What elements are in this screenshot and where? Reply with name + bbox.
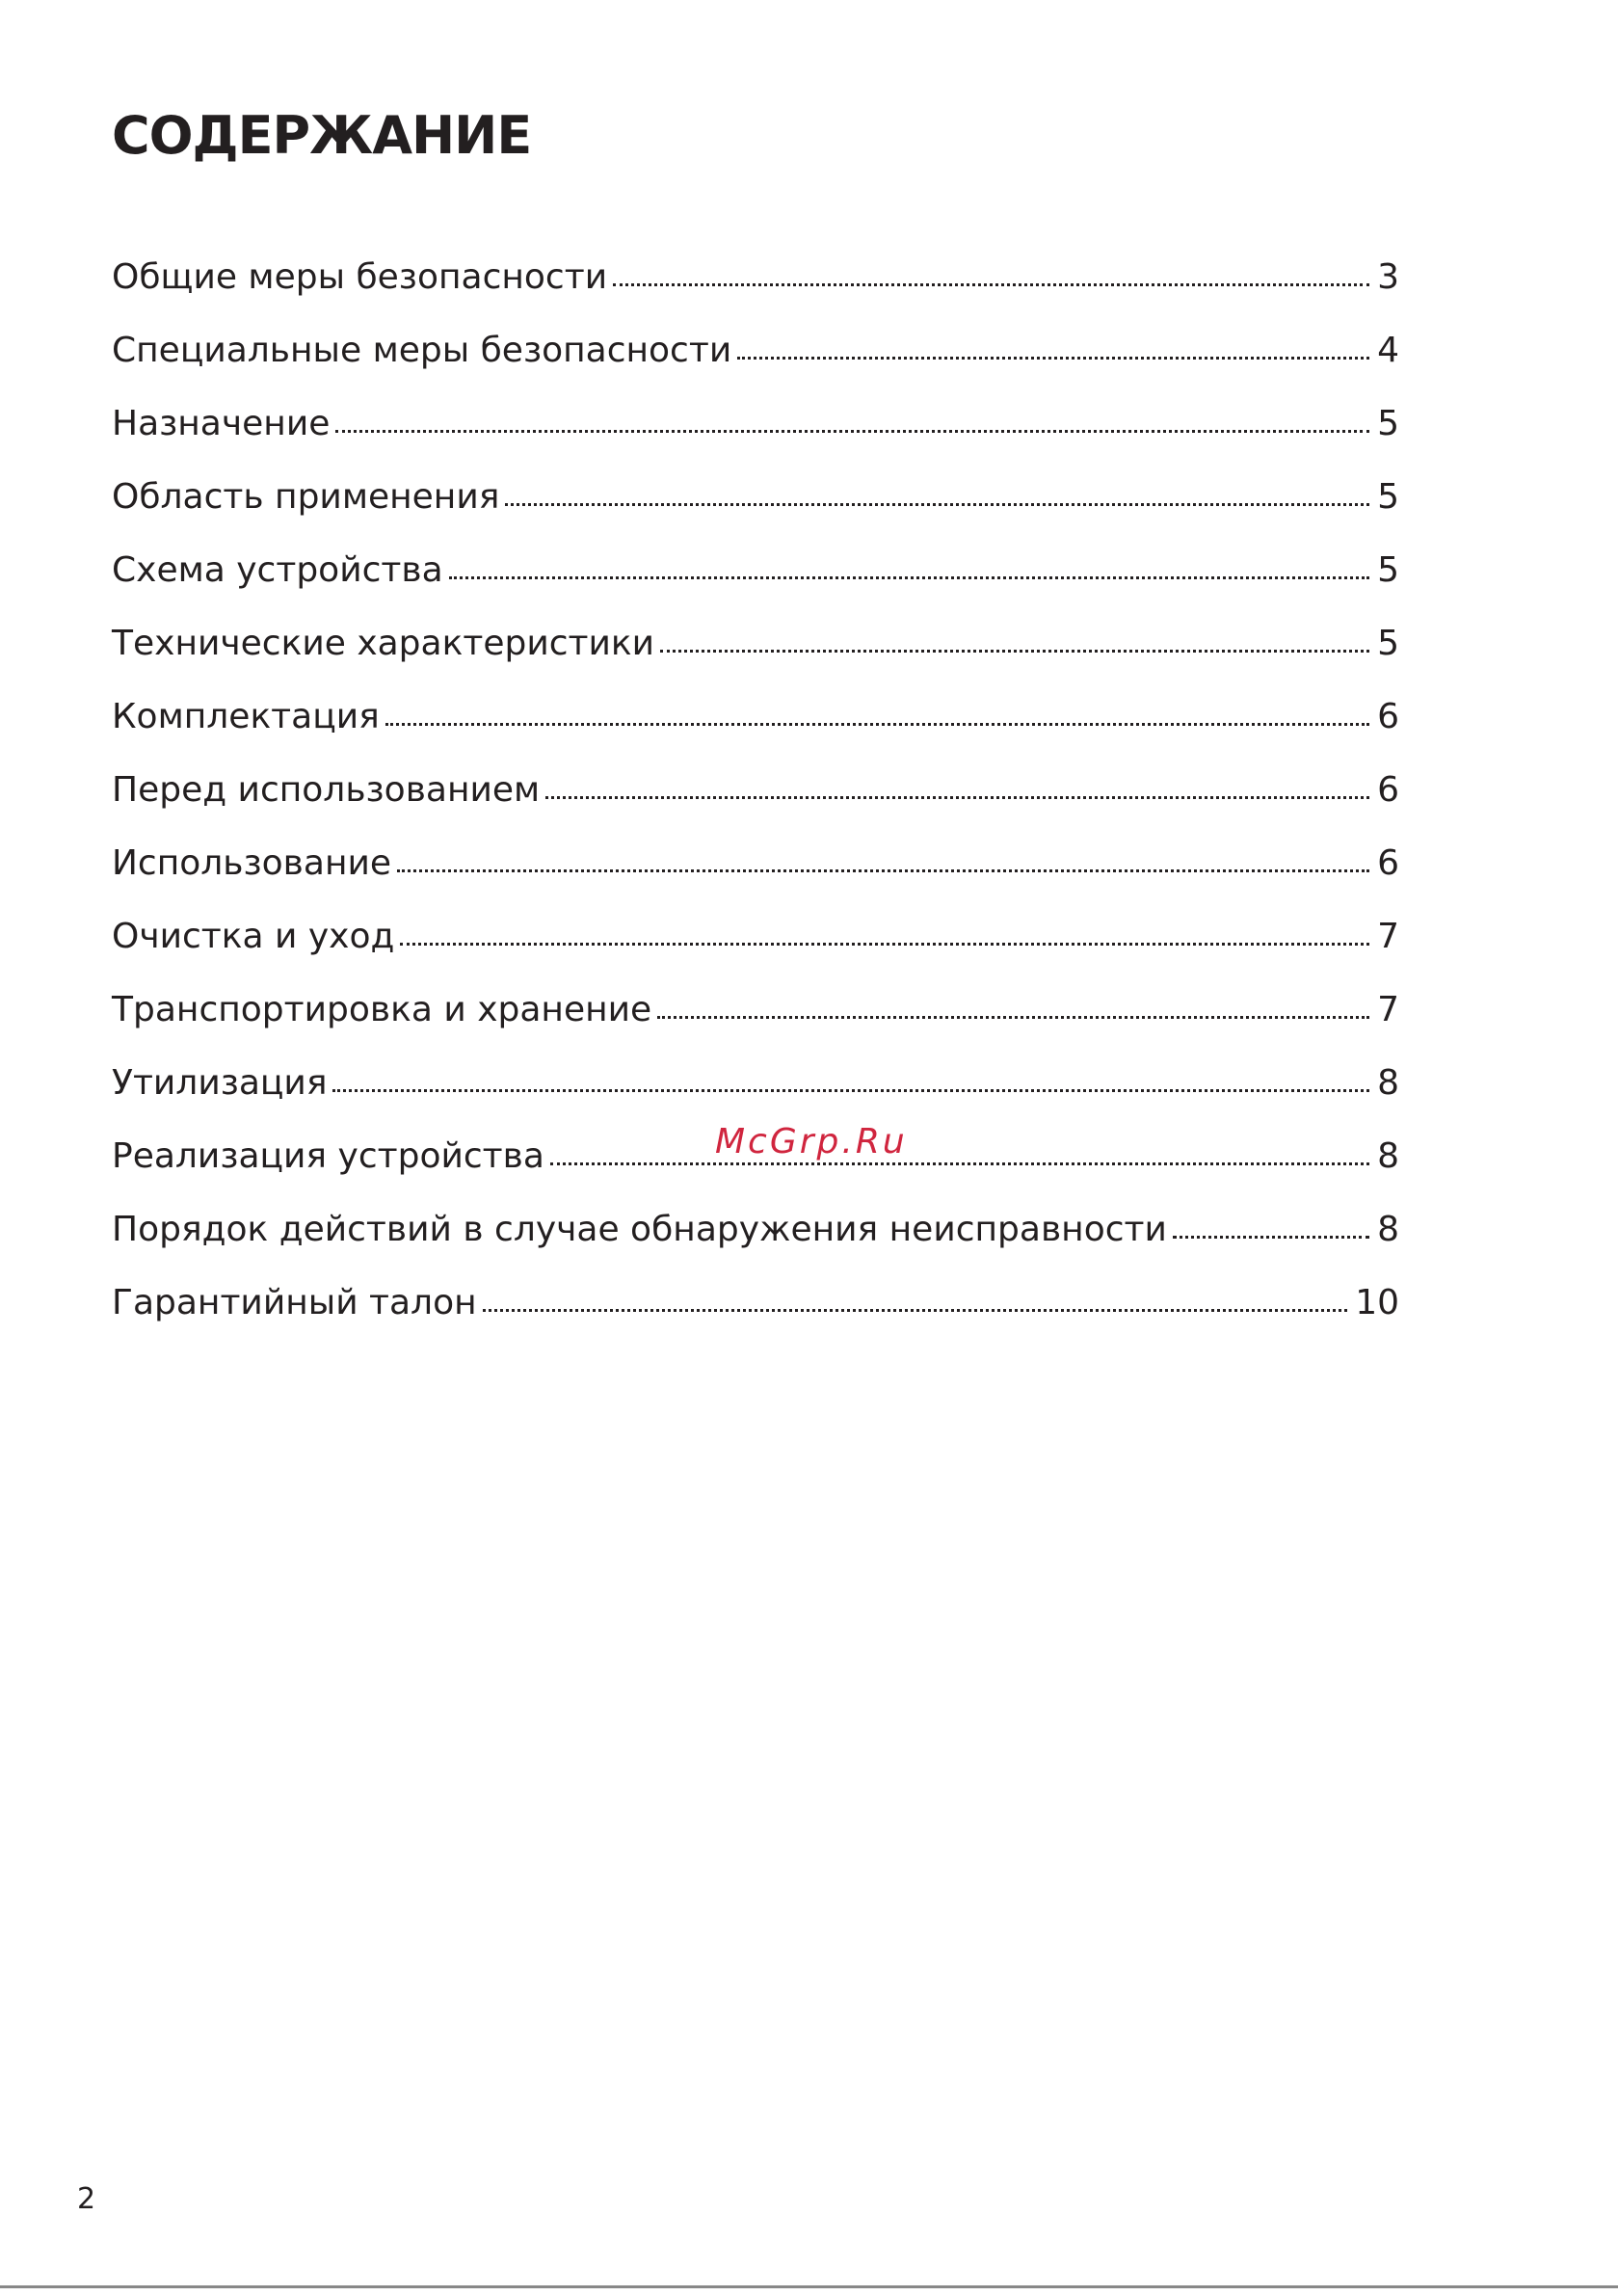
toc-entry-page: 6 bbox=[1377, 697, 1399, 736]
page-title: СОДЕРЖАНИЕ bbox=[112, 105, 532, 166]
toc-entry-title: Схема устройства bbox=[112, 550, 443, 590]
page-number: 2 bbox=[77, 2182, 96, 2216]
toc-entry[interactable] bbox=[112, 397, 1399, 470]
dot-leader bbox=[550, 1162, 1369, 1165]
toc-entry[interactable] bbox=[112, 324, 1399, 397]
dot-leader bbox=[660, 650, 1369, 653]
toc-entry-title: Транспортировка и хранение bbox=[112, 990, 652, 1029]
toc-entry-page: 4 bbox=[1377, 331, 1399, 370]
toc-entry-title: Специальные меры безопасности bbox=[112, 331, 732, 370]
toc-entry[interactable] bbox=[112, 1276, 1399, 1349]
toc-entry-title: Назначение bbox=[112, 404, 331, 443]
toc-entry-page: 7 bbox=[1377, 917, 1399, 956]
toc-entry-page: 10 bbox=[1355, 1283, 1399, 1322]
toc-entry[interactable] bbox=[112, 544, 1399, 617]
toc-entry-page: 5 bbox=[1377, 624, 1399, 663]
watermark: McGrp.Ru bbox=[715, 1122, 908, 1161]
toc-entry[interactable] bbox=[112, 690, 1399, 763]
toc-entry-title: Комплектация bbox=[112, 697, 380, 736]
dot-leader bbox=[545, 796, 1369, 799]
dot-leader bbox=[737, 357, 1369, 360]
toc-entry-title: Очистка и уход bbox=[112, 917, 395, 956]
bottom-divider bbox=[0, 2285, 1618, 2288]
toc-entry-title: Реализация устройства bbox=[112, 1136, 544, 1176]
toc-entry-title: Область применения bbox=[112, 477, 500, 517]
toc-entry[interactable] bbox=[112, 763, 1399, 837]
toc-entry-title: Технические характеристики bbox=[112, 624, 655, 663]
dot-leader bbox=[385, 723, 1369, 726]
toc-entry-page: 6 bbox=[1377, 843, 1399, 883]
dot-leader bbox=[332, 1089, 1369, 1092]
toc-entry-page: 3 bbox=[1377, 257, 1399, 297]
dot-leader bbox=[335, 430, 1369, 433]
toc-entry[interactable] bbox=[112, 983, 1399, 1056]
toc-entry[interactable] bbox=[112, 837, 1399, 910]
toc-entry-title: Использование bbox=[112, 843, 392, 883]
toc-entry[interactable] bbox=[112, 251, 1399, 324]
toc-entry-title: Перед использованием bbox=[112, 770, 541, 810]
toc-entry-title: Общие меры безопасности bbox=[112, 257, 608, 297]
dot-leader bbox=[400, 943, 1369, 946]
toc-entry[interactable] bbox=[112, 1056, 1399, 1130]
toc-entry[interactable] bbox=[112, 617, 1399, 690]
toc-entry-title: Утилизация bbox=[112, 1063, 328, 1103]
toc-entry[interactable] bbox=[112, 1203, 1399, 1276]
toc-entry-page: 8 bbox=[1377, 1063, 1399, 1103]
dot-leader bbox=[657, 1016, 1369, 1019]
toc-entry-title: Гарантийный талон bbox=[112, 1283, 477, 1322]
table-of-contents bbox=[112, 251, 1399, 1349]
toc-entry-page: 6 bbox=[1377, 770, 1399, 810]
dot-leader bbox=[1173, 1236, 1369, 1239]
dot-leader bbox=[505, 503, 1369, 506]
toc-entry-title: Порядок действий в случае обнаружения неисправности bbox=[112, 1210, 1167, 1249]
dot-leader bbox=[449, 576, 1369, 579]
toc-entry-page: 7 bbox=[1377, 990, 1399, 1029]
toc-entry-page: 8 bbox=[1377, 1136, 1399, 1176]
dot-leader bbox=[483, 1309, 1348, 1312]
dot-leader bbox=[613, 283, 1369, 286]
toc-entry[interactable] bbox=[112, 470, 1399, 544]
toc-entry[interactable] bbox=[112, 910, 1399, 983]
toc-entry-page: 5 bbox=[1377, 404, 1399, 443]
toc-entry-page: 5 bbox=[1377, 550, 1399, 590]
toc-entry-page: 5 bbox=[1377, 477, 1399, 517]
dot-leader bbox=[397, 869, 1369, 872]
toc-entry-page: 8 bbox=[1377, 1210, 1399, 1249]
